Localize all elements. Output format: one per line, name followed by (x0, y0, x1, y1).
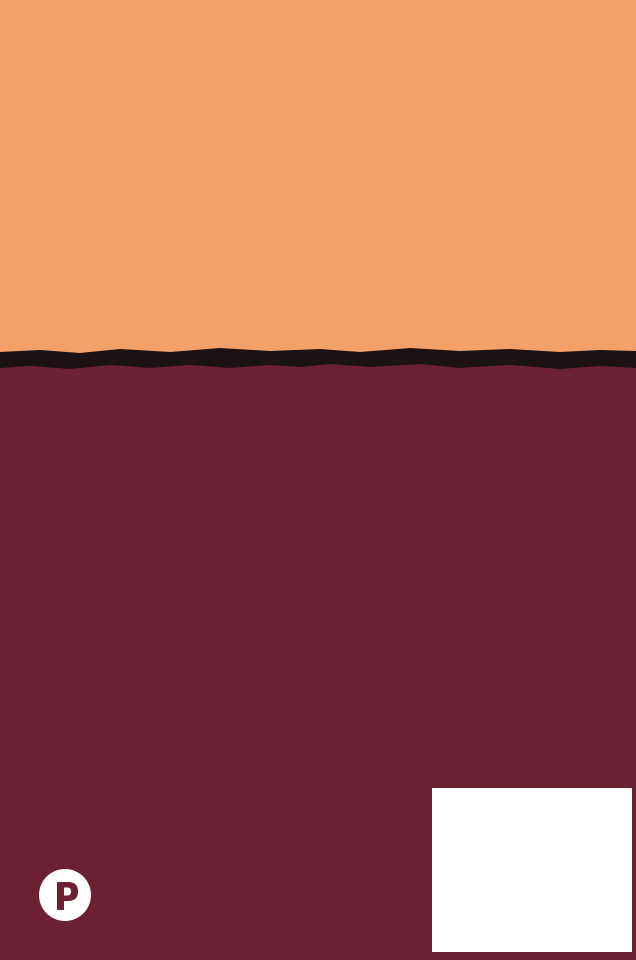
pearson-p-logo-icon (38, 868, 92, 922)
isbn-barcode-box (432, 788, 632, 952)
pearson-logo (38, 868, 238, 926)
orange-paper-texture (0, 0, 636, 360)
rough-dark-divider (0, 338, 636, 378)
orange-top-panel (0, 0, 636, 360)
barcode-bars (446, 812, 618, 932)
